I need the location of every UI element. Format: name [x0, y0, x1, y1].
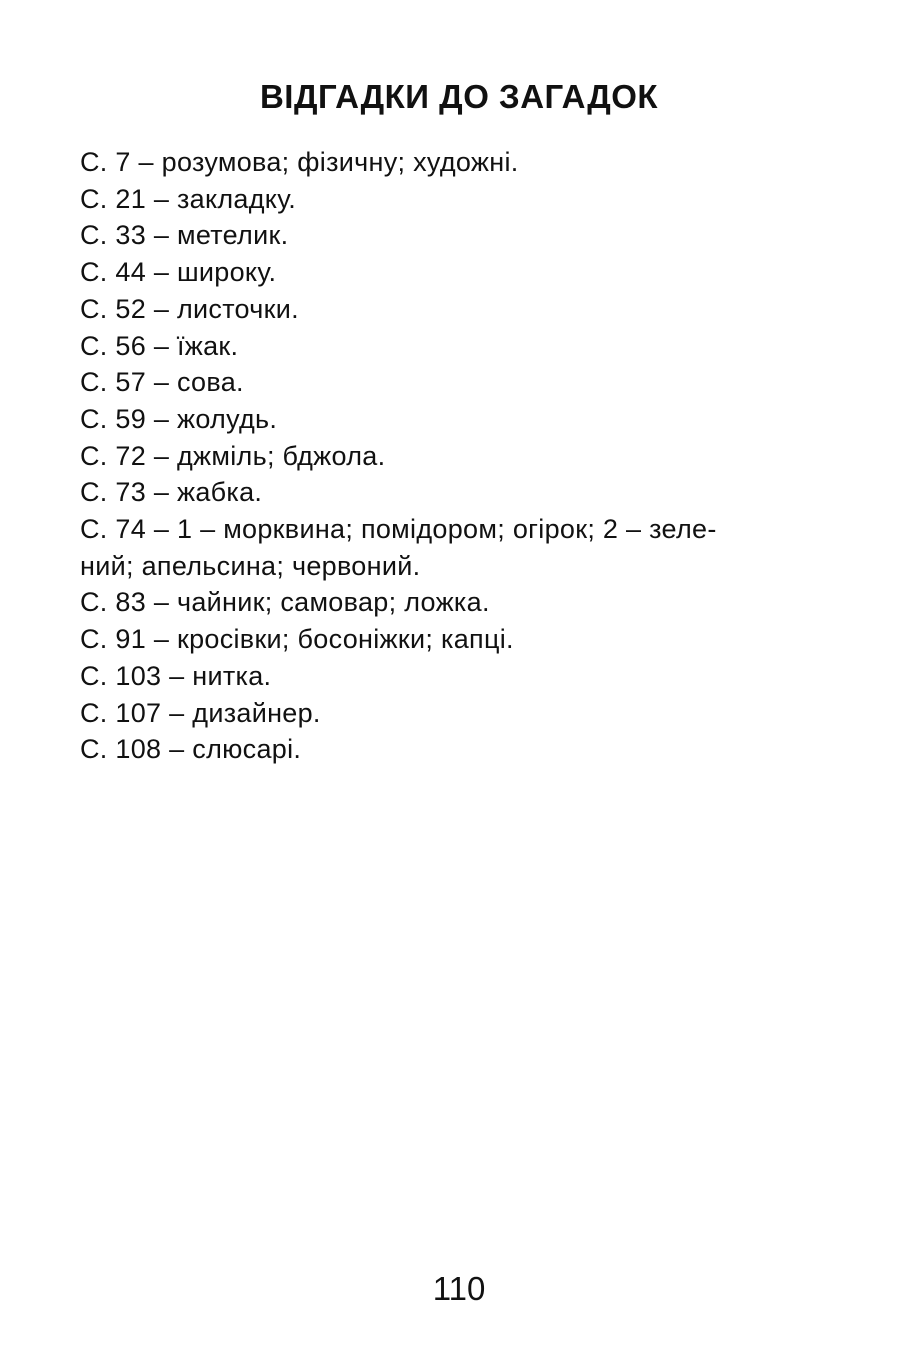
answer-line: С. 73 – жабка.: [80, 477, 263, 508]
answer-line: С. 83 – чайник; самовар; ложка.: [80, 587, 490, 618]
answers-list: [80, 144, 850, 768]
answer-line-continuation: ний; апельсина; червоний.: [80, 550, 421, 581]
page-title: ВІДГАДКИ ДО ЗАГАДОК: [259, 78, 659, 115]
answer-line: С. 7 – розумова; фізичну; художні.: [80, 147, 519, 177]
answer-line: С. 108 – слюсарі.: [80, 734, 302, 765]
answer-line: С. 107 – дизайнер.: [80, 697, 321, 728]
answer-line: С. 52 – листочки.: [80, 293, 299, 324]
answer-line: С. 33 – метелик.: [80, 220, 289, 251]
answer-line: С. 103 – нитка.: [80, 660, 272, 691]
answer-line: С. 57 – сова.: [80, 367, 244, 398]
page-number: 110: [432, 1270, 486, 1307]
answer-line: С. 59 – жолудь.: [80, 403, 278, 434]
answer-line: С. 72 – джміль; бджола.: [80, 440, 386, 471]
answer-line: С. 74 – 1 – морквина; помідором; огірок; 2 – зеле-: [80, 514, 717, 545]
answer-line: С. 21 – закладку.: [80, 183, 297, 214]
answer-line: С. 56 – їжак.: [80, 330, 239, 361]
answer-line: С. 91 – кросівки; босоніжки; капці.: [80, 624, 514, 655]
answer-line: С. 44 – широку.: [80, 257, 277, 288]
